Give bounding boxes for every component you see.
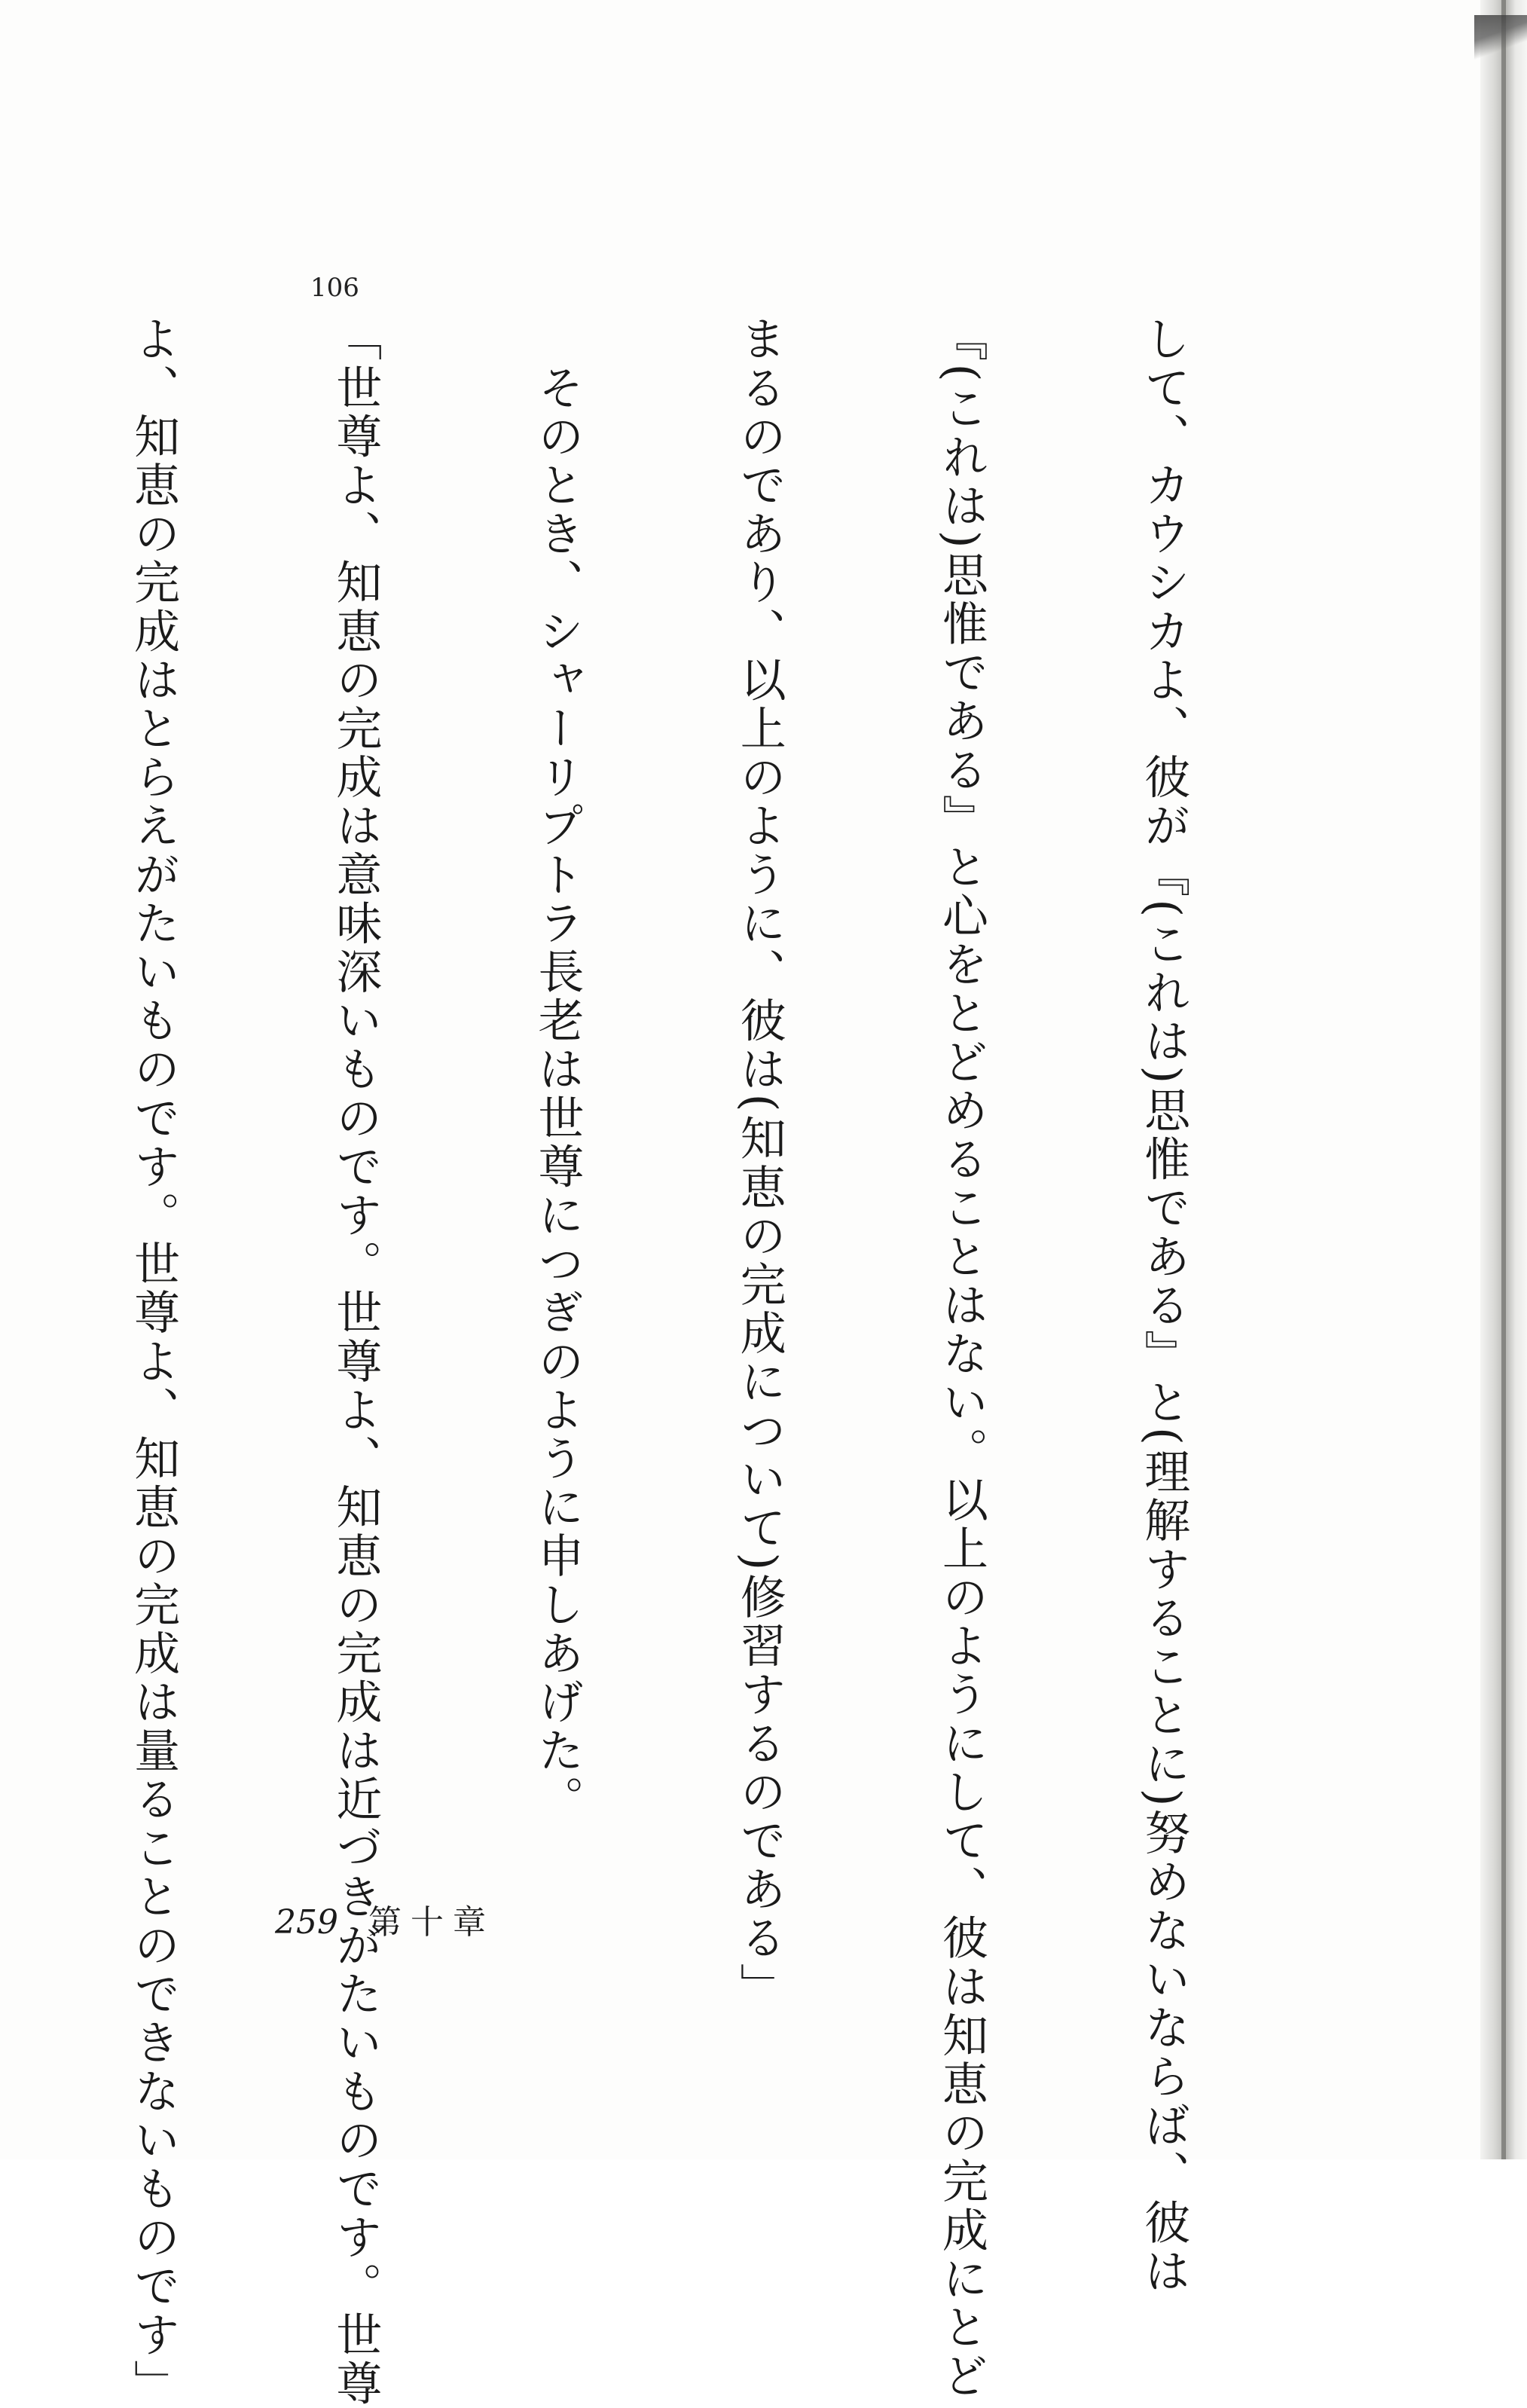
- page-footer: [275, 1895, 495, 1943]
- text-line: よ、知恵の完成はとらえがたいものです。世尊よ、知恵の完成は量ることのできないものです」: [127, 315, 181, 2408]
- folio-number: 259: [275, 1903, 338, 1942]
- text-line: して、カウシカよ、彼が『(これは)思惟である』と(理解することに)努めないならば、彼は: [1137, 315, 1191, 2296]
- text-line: まるのであり、以上のように、彼は(知恵の完成について)修習するのである」: [732, 315, 786, 2012]
- text-line: 『(これは)思惟である』と心をとどめることはない。以上のようにして、彼は知恵の完成にとど: [934, 315, 988, 2400]
- scan-corner-mark: [1474, 15, 1527, 60]
- book-page-reference: 106: [310, 273, 359, 303]
- binding-shadow: [1501, 0, 1506, 2159]
- chapter-title: 第十章: [368, 1903, 495, 1942]
- text-line: 「世尊よ、知恵の完成は意味深いものです。世尊よ、知恵の完成は近づきがたいものです。世尊: [328, 315, 383, 2408]
- text-line: そのとき、シャーリプトラ長老は世尊につぎのように申しあげた。: [530, 315, 585, 1824]
